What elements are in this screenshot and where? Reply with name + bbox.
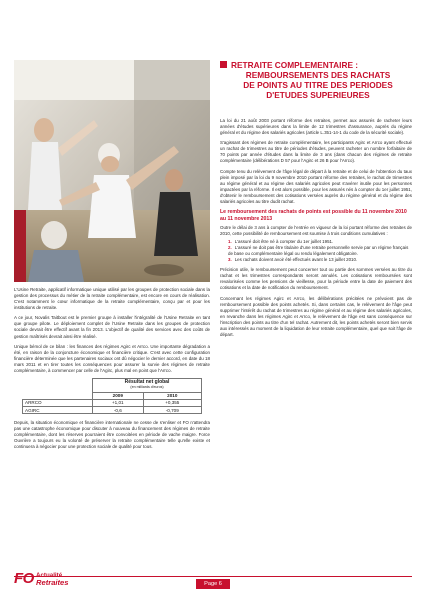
- right-paragraph: Compte tenu du relèvement de l'âge légal de départ à la retraite et de celui de l'obtention du taux plein imposé par la loi du 9 novembre 2010 portant réforme des retraites, le rachat de trimestres au régime général et au régime des salariés agricoles peut s'avérer inutile pour les personnes impactées par la réforme. Il est alors possible, pour les assurés nés à compter du 1er juillet 1951, d'obtenir le remboursement des cotisations versées auprès du régime général et du régime des salariés agricoles au titre dudit rachat.: [220, 168, 412, 204]
- conditions-intro: Outre le délai de 3 ans à compter de l'entrée en vigueur de la loi portant réforme des retraites de 2010, cette possibilité de remboursement est soumise à trois conditions cumulatives :: [220, 224, 412, 237]
- left-closing-paragraph: Depuis, la situation économique et financière internationale ne cesse de s'enliser et FO n'attendra pas une catastrophe économique pour discuter à nouveau du financement des régimes de retraite complémentaire, dont les réserves pourraient être convoitées en période de vache maigre. Force Ouvrière a toujours eu la volonté de préserver la retraite complémentaire telle qu'elle existe et continuera à négocier pour une protection sociale de qualité pour tous.: [14, 420, 210, 450]
- table-title: [93, 379, 202, 392]
- table-row: [23, 406, 202, 413]
- right-column: [220, 118, 412, 342]
- list-item: 1. L'assuré doit être né à compter du 1er juillet 1951.: [228, 239, 334, 245]
- list-item: 2. L'assuré ne doit pas être titulaire d'une retraite personnelle servie par un régime français de base ou complémentaire légal ou rendu légalement obligatoire.: [228, 245, 409, 257]
- left-paragraph: Unique bémol de ce bilan : les finances des régimes Agirc et Arrco. Une importante dégradation a été, en raison de la conjoncture économique et financière critique. C'est avec cette configuration financière déterminée que les partenaires sociaux ont dû négocier le dernier accord, en date du 18 mars 2011 et en tirer toutes les conséquences pour assurer la survie des régimes de retraite complémentaire, à commencer par celle de l'Agirc, plus mal en point que l'Arrco.: [14, 343, 210, 373]
- table-row-label: ARRCO: [23, 399, 93, 406]
- subheading: Le remboursement des rachats de points est possible du 11 novembre 2010 au 11 novembre 2013: [220, 209, 407, 222]
- results-table: [22, 378, 202, 414]
- right-paragraph: La loi du 21 août 2003 portant réforme des retraites, permet aux assurés de racheter leurs années d'études supérieures dans la limite de 12 trimestres d'assurance, auprès du régime général et du régime des salariés agricoles (article L.351-14-1 du code de la sécurité sociale).: [220, 118, 412, 136]
- conditions-list: [228, 239, 412, 263]
- right-paragraph: Concernant les régimes Agirc et Arrco, les délibérations précitées ne prévoient pas de remboursement possible des points achetés. Si, dans certains cas, le relèvement de l'âge peut supprimer l'intérêt du rachat de trimestres au régime général et au régime des salariés agricoles, en revanche dans les régimes Agirc et Arrco, le relèvement de l'âge est sans conséquence sur l'inscription des points au titre d'un tel rachat. Autrement dit, les points achetés seront bien servis aux intéressés au moment de la liquidation de leur retraite complémentaire, quel que soit l'âge de départ.: [220, 295, 412, 337]
- right-paragraph: Précision utile, le remboursement peut concerner tout ou partie des sommes versées au titre du rachat et les trimestres correspondants seront annulés. Les cotisations remboursées sont revalorisées comme les pensions de vieillesse, pour la période entre la date de paiement des cotisations et la date de notification du remboursement.: [220, 267, 412, 291]
- heading-line-1: RETRAITE COMPLEMENTAIRE :: [231, 60, 359, 70]
- heading-line-3: DE POINTS AU TITRE DES PERIODES: [243, 80, 393, 90]
- left-paragraph: A ce jour, Novalis Taitbout est le premier groupe à installer l'intégralité de l'Usine Retraite en tant que groupe pilote. Le déploiement complet de l'Usine Retraite dans les groupes de protection sociale devrait être effectif avant la fin 2013. L'objectif de qualité des services avec des coûts de gestion maîtrisés devrait ainsi être réalisé.: [14, 315, 210, 339]
- table-year-header: 2009: [93, 392, 144, 399]
- table-subtitle: (en milliards d'euros): [130, 385, 164, 390]
- left-paragraph: L'Usine Retraite, applicatif informatique unique utilisé par les groupes de protection sociale dans la gestion des processus du métier de la retraite complémentaire, est encore en cours de réalisation. C'est notamment le cœur informatique de la retraite complémentaire, conçu par et pour les institutions de retraite.: [14, 287, 210, 311]
- table-row: [23, 399, 202, 406]
- logo-line-1: Actualité: [36, 572, 63, 579]
- page-number: Page 6: [196, 579, 230, 589]
- heading-bullet-icon: [220, 61, 227, 68]
- table-row-label: AGIRC: [23, 406, 93, 413]
- logo-line-2: Retraites: [36, 578, 69, 587]
- table-cell: -0,709: [143, 406, 201, 413]
- heading-line-4: D'ETUDES SUPERIEURES: [266, 90, 370, 100]
- list-item: 3. Les rachats doivent avoir été effectués avant le 13 juillet 2010.: [228, 257, 358, 263]
- heading-line-2: REMBOURSEMENTS DES RACHATS: [245, 70, 391, 80]
- logo-fo: FO: [14, 570, 34, 587]
- table-cell: +1,01: [93, 399, 144, 406]
- right-paragraph: S'agissant des régimes de retraite complémentaire, les participants Agirc et Arrco ayant effectué un rachat de trimestres au titre de périodes d'études, peuvent racheter un nombre forfaitaire de 70 points par année d'études dans la limite de 3 ans (dans chacun des régimes de retraite complémentaire (délibérations D 57 pour l'Agirc et 26 B pour l'Arrco).: [220, 140, 412, 164]
- fo-actualite-retraites-logo: [14, 569, 94, 591]
- table-title-text: Résultat net global: [124, 378, 170, 385]
- table-year-header: 2010: [143, 392, 201, 399]
- left-column: [14, 287, 210, 455]
- article-heading: [220, 60, 416, 100]
- table-cell: +0,355: [143, 399, 201, 406]
- table-cell: -0,6: [93, 406, 144, 413]
- article-photo: [14, 60, 210, 282]
- seniors-exercise-image: [14, 60, 210, 282]
